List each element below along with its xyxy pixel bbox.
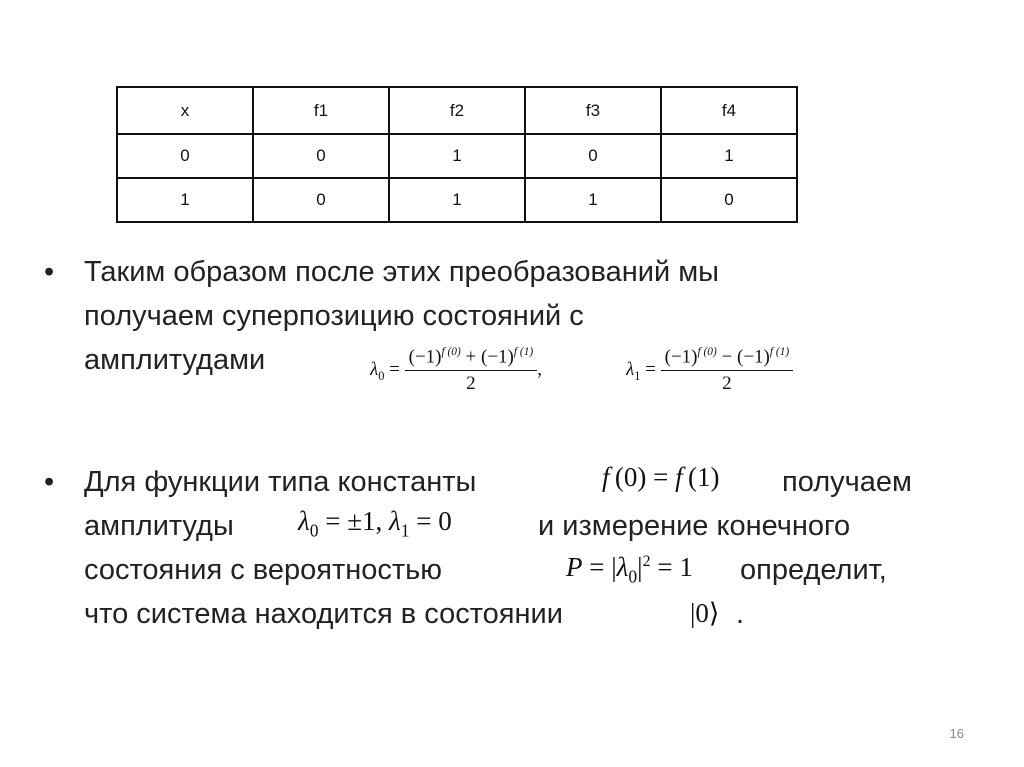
table-header-cell: f2 bbox=[389, 87, 525, 134]
amplitude-formula-lambda0: $\lambda_0$ = $\frac{(-1)^{f (0)} + (-1)^{f (1)}}{2}$ , bbox=[370, 346, 542, 395]
bullet-text: и измерение конечного bbox=[538, 510, 851, 542]
truth-table bbox=[116, 86, 798, 223]
table-row bbox=[117, 178, 797, 222]
table-cell: 1 bbox=[661, 134, 797, 178]
bullet-text: получаем bbox=[782, 466, 912, 498]
amplitude-formula-lambda1: $\lambda_1$ = $\frac{(-1)^{f (0)} - (-1)^{f (1)}}{2}$ bbox=[626, 346, 793, 395]
constant-condition-formula: f (0) = f (1) bbox=[602, 462, 720, 492]
table-header-cell: f3 bbox=[525, 87, 661, 134]
bullet-line-4 bbox=[84, 592, 974, 636]
bullet-text: состояния с вероятностью bbox=[84, 554, 443, 586]
table-cell: 0 bbox=[661, 178, 797, 222]
probability-formula: $P = |\lambda_0|^2 = 1$ bbox=[566, 552, 693, 587]
bullet-text-line: получаем суперпозицию состояний с bbox=[84, 300, 584, 332]
table-cell: 1 bbox=[525, 178, 661, 222]
bullet-text-line: Таким образом после этих преобразований мы bbox=[84, 256, 720, 288]
bullet-text: амплитуды bbox=[84, 510, 234, 542]
bullet-line-2 bbox=[84, 504, 974, 548]
table-cell: 0 bbox=[253, 134, 389, 178]
bullet-text: . bbox=[736, 598, 745, 630]
bullet-marker: • bbox=[44, 256, 55, 288]
bullet-text-line: амплитудами bbox=[84, 344, 266, 376]
table-row bbox=[117, 134, 797, 178]
table-cell: 0 bbox=[117, 134, 253, 178]
table-cell: 1 bbox=[389, 134, 525, 178]
table-header-cell: f1 bbox=[253, 87, 389, 134]
table-cell: 0 bbox=[253, 178, 389, 222]
table-cell: 0 bbox=[525, 134, 661, 178]
amplitudes-formula: $\lambda_0 = \pm 1$, $\lambda_1 = 0$ bbox=[298, 506, 452, 541]
table-header-cell: f4 bbox=[661, 87, 797, 134]
bullet-text: Для функции типа константы bbox=[84, 466, 477, 498]
page-number: 16 bbox=[949, 726, 964, 741]
table-header-row bbox=[117, 87, 797, 134]
bullet-text: что система находится в состоянии bbox=[84, 598, 563, 630]
bullet-text: определит, bbox=[740, 554, 887, 586]
bullet-marker: • bbox=[44, 466, 55, 498]
bullet-line-3 bbox=[84, 548, 974, 592]
state-ket-formula: |0⟩ bbox=[690, 598, 720, 628]
bullet-line-1 bbox=[84, 460, 974, 504]
table-header-cell: x bbox=[117, 87, 253, 134]
table-cell: 1 bbox=[117, 178, 253, 222]
table-cell: 1 bbox=[389, 178, 525, 222]
